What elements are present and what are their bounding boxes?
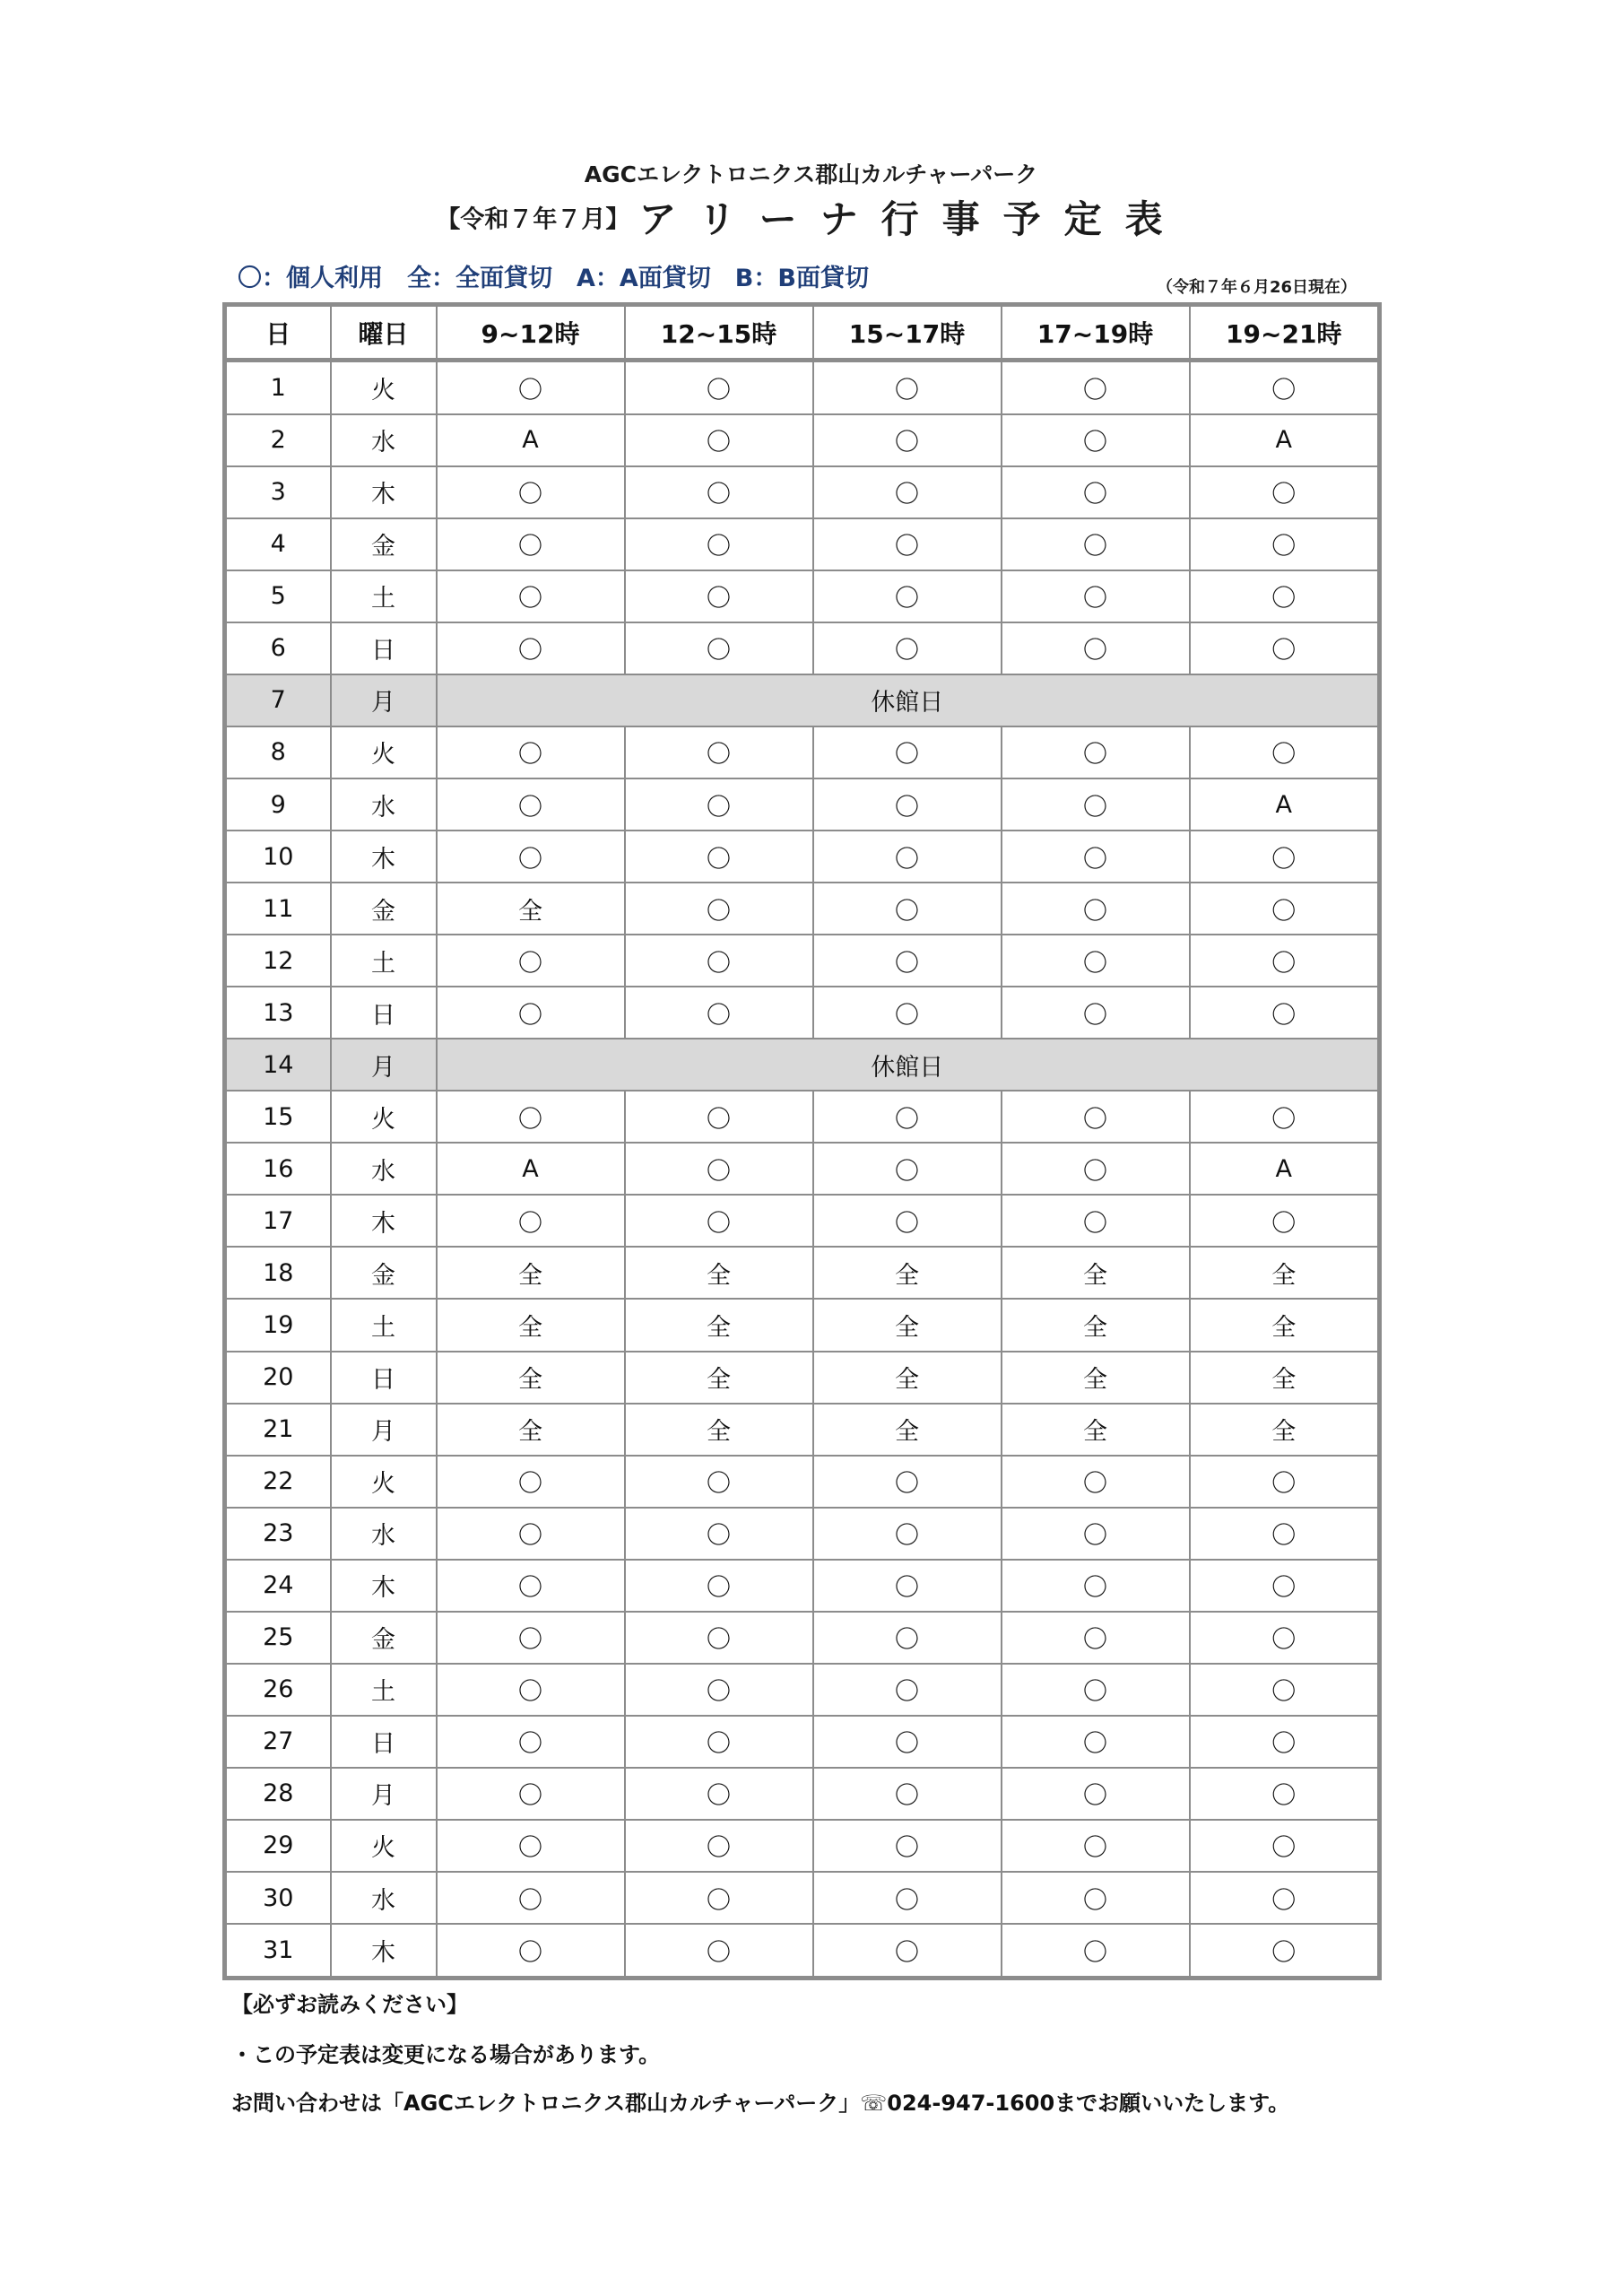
slot-cell: 〇 xyxy=(1002,726,1190,778)
slot-cell: 〇 xyxy=(1190,466,1380,518)
slot-cell: 〇 xyxy=(437,987,625,1039)
day-cell: 5 xyxy=(225,570,331,622)
weekday-cell: 月 xyxy=(331,1039,437,1091)
day-cell: 11 xyxy=(225,883,331,935)
day-cell: 24 xyxy=(225,1560,331,1612)
slot-cell: 〇 xyxy=(625,1664,813,1716)
slot-cell: 全 xyxy=(813,1299,1002,1351)
weekday-cell: 土 xyxy=(331,570,437,622)
slot-cell: 〇 xyxy=(625,1924,813,1978)
slot-cell: 〇 xyxy=(1002,1820,1190,1872)
slot-cell: 〇 xyxy=(625,1091,813,1143)
header-slot-2: 12~15時 xyxy=(625,305,813,361)
slot-cell: 〇 xyxy=(625,1820,813,1872)
slot-cell: 〇 xyxy=(1190,518,1380,570)
slot-cell: 全 xyxy=(1190,1299,1380,1351)
slot-cell: 全 xyxy=(437,883,625,935)
slot-cell: 〇 xyxy=(437,1924,625,1978)
day-cell: 12 xyxy=(225,935,331,987)
table-row xyxy=(225,1612,1380,1664)
header-slot-5: 19~21時 xyxy=(1190,305,1380,361)
notes-line-2: お問い合わせは「AGCエレクトロニクス郡山カルチャーパーク」☏024-947-1600までお願いいたします。 xyxy=(231,2091,1290,2116)
weekday-cell: 木 xyxy=(331,1195,437,1247)
day-cell: 17 xyxy=(225,1195,331,1247)
day-cell: 30 xyxy=(225,1872,331,1924)
period-label: 【令和７年７月】 xyxy=(436,205,630,234)
slot-cell: 〇 xyxy=(625,726,813,778)
slot-cell: 〇 xyxy=(437,466,625,518)
title-row xyxy=(0,190,1622,244)
slot-cell: 〇 xyxy=(813,570,1002,622)
header-weekday: 曜日 xyxy=(331,305,437,361)
weekday-cell: 金 xyxy=(331,518,437,570)
table-row xyxy=(225,1820,1380,1872)
slot-cell: 〇 xyxy=(625,778,813,831)
slot-cell: 〇 xyxy=(813,1820,1002,1872)
slot-cell: 全 xyxy=(1190,1352,1380,1404)
slot-cell: 〇 xyxy=(1002,987,1190,1039)
slot-cell: 〇 xyxy=(625,1768,813,1820)
slot-cell: 〇 xyxy=(813,1508,1002,1560)
slot-cell: 〇 xyxy=(625,1716,813,1768)
table-row xyxy=(225,1872,1380,1924)
table-row xyxy=(225,1195,1380,1247)
day-cell: 4 xyxy=(225,518,331,570)
table-row xyxy=(225,935,1380,987)
slot-cell: 全 xyxy=(437,1352,625,1404)
slot-cell: 〇 xyxy=(1190,622,1380,674)
day-cell: 16 xyxy=(225,1143,331,1195)
slot-cell: 全 xyxy=(1002,1352,1190,1404)
weekday-cell: 水 xyxy=(331,778,437,831)
slot-cell: 〇 xyxy=(437,1508,625,1560)
slot-cell: 〇 xyxy=(813,1560,1002,1612)
weekday-cell: 土 xyxy=(331,935,437,987)
table-row xyxy=(225,1091,1380,1143)
day-cell: 8 xyxy=(225,726,331,778)
slot-cell: 〇 xyxy=(625,1872,813,1924)
table-row xyxy=(225,987,1380,1039)
table-row xyxy=(225,1456,1380,1508)
day-cell: 18 xyxy=(225,1247,331,1299)
slot-cell: 〇 xyxy=(1190,1091,1380,1143)
table-row xyxy=(225,1664,1380,1716)
slot-cell: 全 xyxy=(1002,1247,1190,1299)
weekday-cell: 金 xyxy=(331,1247,437,1299)
day-cell: 10 xyxy=(225,831,331,883)
slot-cell: 〇 xyxy=(625,1195,813,1247)
day-cell: 26 xyxy=(225,1664,331,1716)
slot-cell: 〇 xyxy=(437,570,625,622)
header-slot-3: 15~17時 xyxy=(813,305,1002,361)
table-row xyxy=(225,1716,1380,1768)
slot-cell: 〇 xyxy=(1002,1768,1190,1820)
slot-cell: 〇 xyxy=(625,831,813,883)
slot-cell: 〇 xyxy=(437,1195,625,1247)
slot-cell: 〇 xyxy=(1002,1664,1190,1716)
legend: 〇：個人利用 全：全面貸切 A：A面貸切 B：B面貸切 xyxy=(238,265,869,292)
slot-cell: 〇 xyxy=(625,883,813,935)
slot-cell: 〇 xyxy=(1190,1768,1380,1820)
weekday-cell: 水 xyxy=(331,1143,437,1195)
slot-cell: 〇 xyxy=(437,726,625,778)
slot-cell: 〇 xyxy=(1190,726,1380,778)
slot-cell: 全 xyxy=(813,1352,1002,1404)
slot-cell: 〇 xyxy=(813,414,1002,466)
day-cell: 20 xyxy=(225,1352,331,1404)
weekday-cell: 火 xyxy=(331,1820,437,1872)
slot-cell: 〇 xyxy=(625,570,813,622)
table-row xyxy=(225,1247,1380,1299)
slot-cell: 〇 xyxy=(1002,1560,1190,1612)
weekday-cell: 金 xyxy=(331,1612,437,1664)
table-row xyxy=(225,1508,1380,1560)
slot-cell: 〇 xyxy=(625,414,813,466)
venue-name: AGCエレクトロニクス郡山カルチャーパーク xyxy=(584,161,1038,187)
table-row xyxy=(225,1560,1380,1612)
slot-cell: 〇 xyxy=(1190,1924,1380,1978)
day-cell: 19 xyxy=(225,1299,331,1351)
slot-cell: 〇 xyxy=(1002,1143,1190,1195)
slot-cell: 〇 xyxy=(1002,935,1190,987)
weekday-cell: 日 xyxy=(331,1352,437,1404)
day-cell: 25 xyxy=(225,1612,331,1664)
slot-cell: 〇 xyxy=(813,1195,1002,1247)
slot-cell: 〇 xyxy=(1002,622,1190,674)
slot-cell: 全 xyxy=(813,1247,1002,1299)
slot-cell: 〇 xyxy=(813,466,1002,518)
header-day: 日 xyxy=(225,305,331,361)
day-cell: 31 xyxy=(225,1924,331,1978)
weekday-cell: 火 xyxy=(331,361,437,414)
page-title: アリーナ行事予定表 xyxy=(638,197,1186,241)
slot-cell: 全 xyxy=(1190,1404,1380,1456)
weekday-cell: 水 xyxy=(331,1508,437,1560)
weekday-cell: 火 xyxy=(331,726,437,778)
slot-cell: 〇 xyxy=(625,361,813,414)
slot-cell: 〇 xyxy=(813,1924,1002,1978)
table-row xyxy=(225,1924,1380,1978)
slot-cell: 〇 xyxy=(1190,1508,1380,1560)
weekday-cell: 木 xyxy=(331,831,437,883)
slot-cell: 〇 xyxy=(1190,570,1380,622)
weekday-cell: 水 xyxy=(331,414,437,466)
slot-cell: 〇 xyxy=(625,935,813,987)
weekday-cell: 木 xyxy=(331,1924,437,1978)
day-cell: 23 xyxy=(225,1508,331,1560)
header-slot-1: 9~12時 xyxy=(437,305,625,361)
slot-cell: 〇 xyxy=(813,883,1002,935)
schedule-table xyxy=(222,302,1382,1980)
day-cell: 15 xyxy=(225,1091,331,1143)
slot-cell: 〇 xyxy=(437,1820,625,1872)
day-cell: 14 xyxy=(225,1039,331,1091)
table-row xyxy=(225,1768,1380,1820)
day-cell: 21 xyxy=(225,1404,331,1456)
table-row xyxy=(225,674,1380,726)
slot-cell: 〇 xyxy=(437,831,625,883)
slot-cell: 全 xyxy=(437,1247,625,1299)
header-slot-4: 17~19時 xyxy=(1002,305,1190,361)
table-row xyxy=(225,570,1380,622)
slot-cell: 〇 xyxy=(1190,1664,1380,1716)
table-row xyxy=(225,622,1380,674)
slot-cell: 全 xyxy=(437,1299,625,1351)
slot-cell: 〇 xyxy=(437,1872,625,1924)
slot-cell: 全 xyxy=(625,1404,813,1456)
slot-cell: A xyxy=(1190,778,1380,831)
slot-cell: 〇 xyxy=(437,1664,625,1716)
day-cell: 28 xyxy=(225,1768,331,1820)
day-cell: 2 xyxy=(225,414,331,466)
weekday-cell: 木 xyxy=(331,466,437,518)
slot-cell: 〇 xyxy=(625,987,813,1039)
slot-cell: 〇 xyxy=(1002,1716,1190,1768)
day-cell: 6 xyxy=(225,622,331,674)
slot-cell: 〇 xyxy=(813,726,1002,778)
table-row xyxy=(225,1352,1380,1404)
slot-cell: 〇 xyxy=(1002,414,1190,466)
slot-cell: 〇 xyxy=(813,1612,1002,1664)
day-cell: 22 xyxy=(225,1456,331,1508)
slot-cell: 〇 xyxy=(437,1612,625,1664)
slot-cell: 全 xyxy=(1002,1299,1190,1351)
slot-cell: 〇 xyxy=(1190,1560,1380,1612)
slot-cell: 〇 xyxy=(1190,883,1380,935)
notes-heading: 【必ずお読みください】 xyxy=(231,1992,468,2017)
slot-cell: A xyxy=(437,414,625,466)
slot-cell: 全 xyxy=(1002,1404,1190,1456)
slot-cell: 〇 xyxy=(1190,1195,1380,1247)
slot-cell: 〇 xyxy=(437,518,625,570)
slot-cell: 〇 xyxy=(1002,1612,1190,1664)
slot-cell: 〇 xyxy=(437,1716,625,1768)
slot-cell: 〇 xyxy=(1002,1924,1190,1978)
slot-cell: 〇 xyxy=(813,778,1002,831)
notes-line-1: ・この予定表は変更になる場合があります。 xyxy=(231,2042,661,2067)
slot-cell: 〇 xyxy=(813,987,1002,1039)
slot-cell: 〇 xyxy=(1190,1612,1380,1664)
slot-cell: 〇 xyxy=(813,1456,1002,1508)
as-of-date: （令和７年６月26日現在） xyxy=(1157,278,1357,297)
slot-cell: 全 xyxy=(813,1404,1002,1456)
slot-cell: 〇 xyxy=(1190,1872,1380,1924)
slot-cell: 〇 xyxy=(1002,361,1190,414)
weekday-cell: 月 xyxy=(331,1768,437,1820)
slot-cell: 〇 xyxy=(437,1560,625,1612)
slot-cell: 〇 xyxy=(625,466,813,518)
weekday-cell: 日 xyxy=(331,1716,437,1768)
weekday-cell: 日 xyxy=(331,622,437,674)
table-row xyxy=(225,518,1380,570)
table-row xyxy=(225,414,1380,466)
day-cell: 27 xyxy=(225,1716,331,1768)
table-row xyxy=(225,1039,1380,1091)
slot-cell: 全 xyxy=(625,1352,813,1404)
table-row xyxy=(225,1404,1380,1456)
slot-cell: 〇 xyxy=(437,361,625,414)
slot-cell: 全 xyxy=(437,1404,625,1456)
slot-cell: 全 xyxy=(625,1299,813,1351)
slot-cell: 〇 xyxy=(1002,570,1190,622)
slot-cell: 〇 xyxy=(1190,987,1380,1039)
slot-cell: 全 xyxy=(625,1247,813,1299)
day-cell: 1 xyxy=(225,361,331,414)
slot-cell: 〇 xyxy=(1190,831,1380,883)
table-header-row xyxy=(225,305,1380,361)
slot-cell: 〇 xyxy=(813,831,1002,883)
table-row xyxy=(225,778,1380,831)
day-cell: 9 xyxy=(225,778,331,831)
day-cell: 29 xyxy=(225,1820,331,1872)
slot-cell: 〇 xyxy=(813,1143,1002,1195)
slot-cell: 〇 xyxy=(437,935,625,987)
schedule-body xyxy=(225,361,1380,1979)
slot-cell: 〇 xyxy=(625,622,813,674)
table-row xyxy=(225,466,1380,518)
weekday-cell: 木 xyxy=(331,1560,437,1612)
slot-cell: 〇 xyxy=(813,935,1002,987)
slot-cell: 全 xyxy=(1190,1247,1380,1299)
slot-cell: 〇 xyxy=(625,1456,813,1508)
slot-cell: 〇 xyxy=(813,518,1002,570)
slot-cell: 〇 xyxy=(1002,1091,1190,1143)
weekday-cell: 火 xyxy=(331,1456,437,1508)
slot-cell: 〇 xyxy=(1190,1716,1380,1768)
slot-cell: 〇 xyxy=(813,622,1002,674)
slot-cell: 〇 xyxy=(625,1143,813,1195)
slot-cell: 〇 xyxy=(1002,1508,1190,1560)
slot-cell: 〇 xyxy=(1002,1872,1190,1924)
slot-cell: 〇 xyxy=(1190,1820,1380,1872)
weekday-cell: 土 xyxy=(331,1664,437,1716)
table-row xyxy=(225,883,1380,935)
slot-cell: 〇 xyxy=(1002,831,1190,883)
day-cell: 7 xyxy=(225,674,331,726)
closed-cell: 休館日 xyxy=(437,674,1380,726)
slot-cell: 〇 xyxy=(1002,1195,1190,1247)
slot-cell: 〇 xyxy=(625,1612,813,1664)
slot-cell: 〇 xyxy=(437,1091,625,1143)
slot-cell: 〇 xyxy=(437,1456,625,1508)
table-row xyxy=(225,831,1380,883)
weekday-cell: 月 xyxy=(331,1404,437,1456)
slot-cell: 〇 xyxy=(437,622,625,674)
table-row xyxy=(225,1299,1380,1351)
slot-cell: A xyxy=(437,1143,625,1195)
slot-cell: 〇 xyxy=(813,1664,1002,1716)
slot-cell: 〇 xyxy=(1190,1456,1380,1508)
slot-cell: A xyxy=(1190,1143,1380,1195)
day-cell: 13 xyxy=(225,987,331,1039)
slot-cell: 〇 xyxy=(1190,361,1380,414)
day-cell: 3 xyxy=(225,466,331,518)
slot-cell: 〇 xyxy=(1002,518,1190,570)
weekday-cell: 水 xyxy=(331,1872,437,1924)
slot-cell: 〇 xyxy=(813,1716,1002,1768)
weekday-cell: 日 xyxy=(331,987,437,1039)
slot-cell: 〇 xyxy=(437,778,625,831)
closed-cell: 休館日 xyxy=(437,1039,1380,1091)
slot-cell: 〇 xyxy=(625,1560,813,1612)
weekday-cell: 月 xyxy=(331,674,437,726)
weekday-cell: 金 xyxy=(331,883,437,935)
slot-cell: 〇 xyxy=(625,1508,813,1560)
slot-cell: 〇 xyxy=(1002,466,1190,518)
slot-cell: 〇 xyxy=(625,518,813,570)
table-row xyxy=(225,726,1380,778)
slot-cell: 〇 xyxy=(1190,935,1380,987)
slot-cell: 〇 xyxy=(1002,1456,1190,1508)
slot-cell: 〇 xyxy=(813,361,1002,414)
table-row xyxy=(225,1143,1380,1195)
slot-cell: 〇 xyxy=(1002,883,1190,935)
slot-cell: 〇 xyxy=(813,1091,1002,1143)
slot-cell: 〇 xyxy=(437,1768,625,1820)
slot-cell: 〇 xyxy=(813,1872,1002,1924)
slot-cell: A xyxy=(1190,414,1380,466)
slot-cell: 〇 xyxy=(813,1768,1002,1820)
weekday-cell: 土 xyxy=(331,1299,437,1351)
weekday-cell: 火 xyxy=(331,1091,437,1143)
table-row xyxy=(225,361,1380,414)
slot-cell: 〇 xyxy=(1002,778,1190,831)
